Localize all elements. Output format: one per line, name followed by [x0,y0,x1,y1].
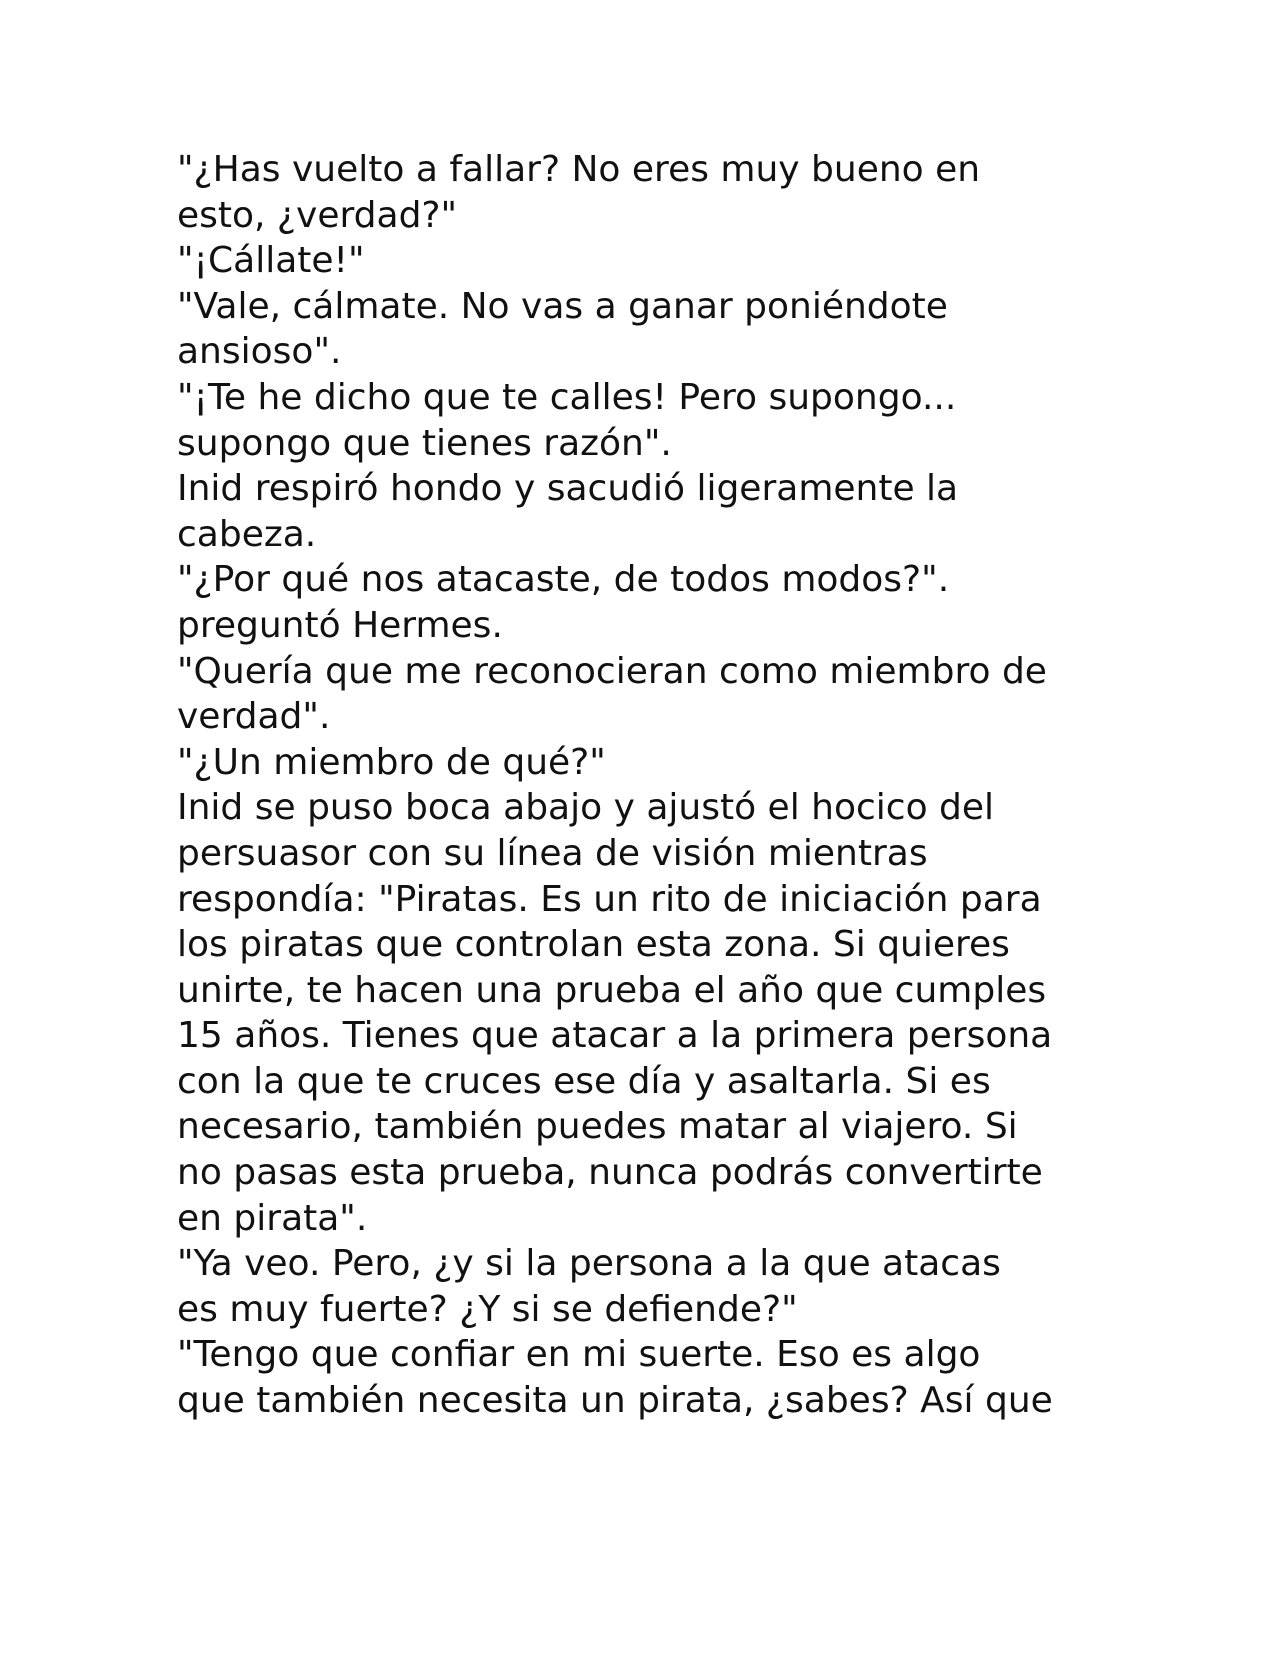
text-line: unirte, te hacen una prueba el año que cumples [177,969,1047,1011]
text-line: "Quería que me reconocieran como miembro de [177,650,1047,692]
text-line: los piratas que controlan esta zona. Si quieres [177,924,1010,966]
text-line: "¡Te he dicho que te calles! Pero supongo... [177,376,957,418]
text-line: 15 años. Tienes que atacar a la primera persona [177,1015,1053,1057]
text-line: con la que te cruces ese día y asaltarla. Si es [177,1060,991,1102]
text-line: supongo que tienes razón". [177,422,672,464]
text-line: "Tengo que confiar en mi suerte. Eso es algo [177,1334,981,1376]
text-line: cabeza. [177,513,317,555]
text-line: ansioso". [177,331,342,373]
text-line: es muy fuerte? ¿Y si se defiende?" [177,1288,798,1330]
text-line: Inid respiró hondo y sacudió ligeramente la [177,468,959,510]
text-line: esto, ¿verdad?" [177,194,458,236]
text-line: necesario, también puedes matar al viajero. Si [177,1106,1018,1148]
text-line: "Ya veo. Pero, ¿y si la persona a la que atacas [177,1243,1001,1285]
body-text [177,147,1177,1424]
text-line: persuasor con su línea de visión mientras [177,832,928,874]
text-line: no pasas esta prueba, nunca podrás convertirte [177,1152,1043,1194]
text-line: "Vale, cálmate. No vas a ganar poniéndote [177,285,948,327]
text-line: "¿Por qué nos atacaste, de todos modos?". [177,559,950,601]
text-line: preguntó Hermes. [177,604,503,646]
text-line: "¡Cállate!" [177,240,365,282]
text-line: que también necesita un pirata, ¿sabes? Así que [177,1380,1053,1422]
text-line: "¿Has vuelto a fallar? No eres muy bueno en [177,149,981,190]
text-line: en pirata". [177,1197,368,1239]
text-line: Inid se puso boca abajo y ajustó el hocico del [177,787,995,829]
text-line: "¿Un miembro de qué?" [177,741,606,783]
text-line: respondía: "Piratas. Es un rito de iniciación para [177,878,1042,920]
text-line: verdad". [177,696,331,738]
